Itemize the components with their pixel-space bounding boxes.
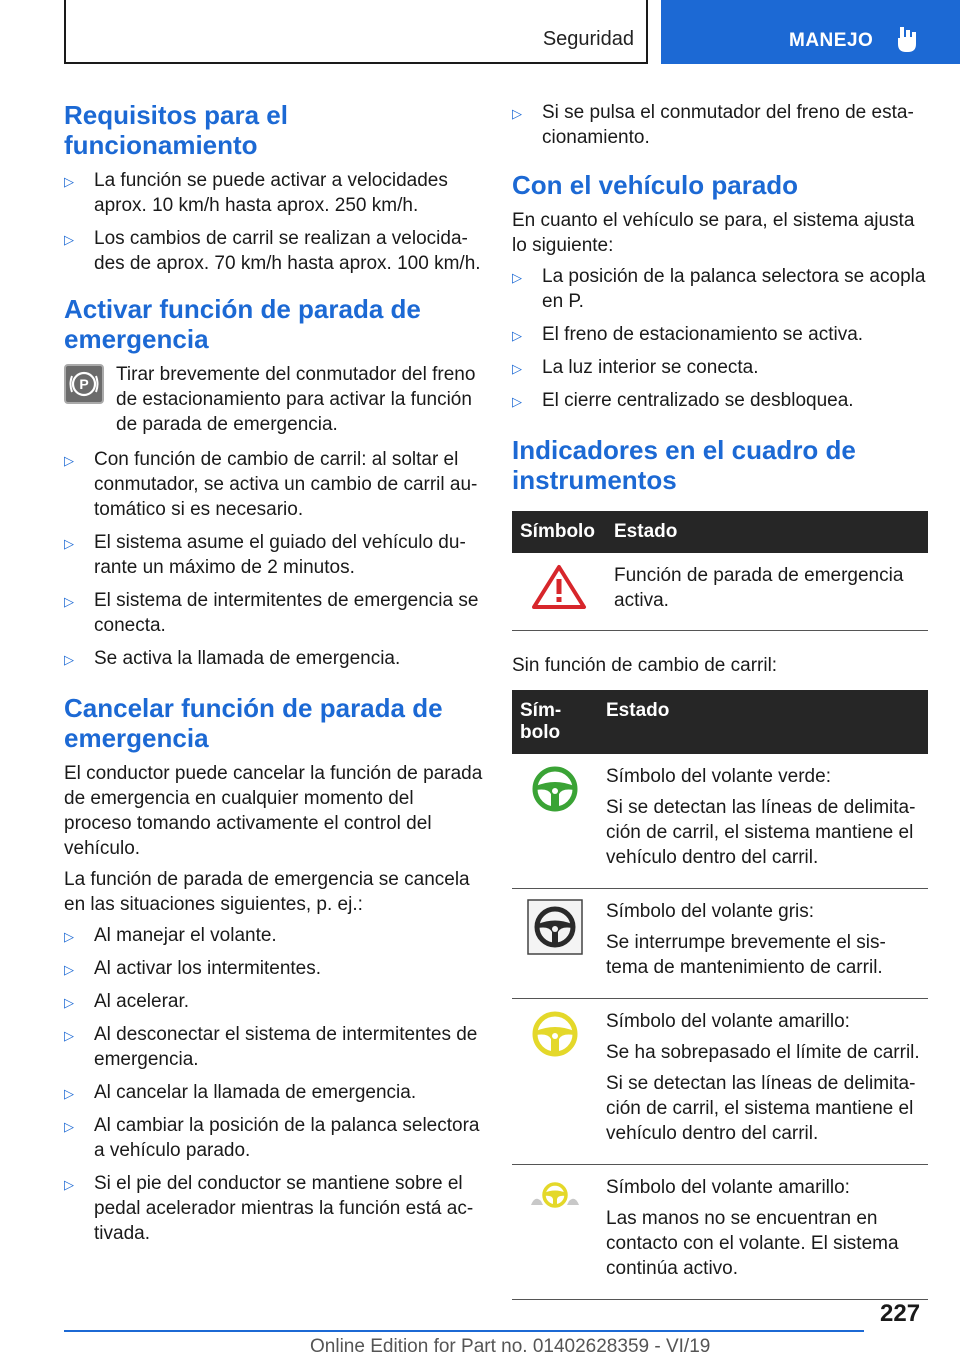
table-header-symbol: Símbolo bbox=[512, 690, 598, 754]
table-header-state: Estado bbox=[598, 690, 928, 754]
table-row bbox=[512, 754, 928, 889]
list-item: ▷ El freno de estacionamiento se activa. bbox=[512, 322, 928, 347]
steering-hand-icon bbox=[894, 24, 920, 54]
list-item: ▷ Se activa la llamada de emergencia. bbox=[64, 646, 484, 671]
triangle-bullet-icon: ▷ bbox=[64, 1086, 74, 1101]
section-title-activate: Activar función de parada de emergencia bbox=[64, 294, 421, 354]
symbol-cell bbox=[512, 889, 598, 999]
list-item: ▷ Al acelerar. bbox=[64, 989, 484, 1014]
warning-triangle-icon bbox=[531, 563, 587, 611]
triangle-bullet-icon: ▷ bbox=[64, 995, 74, 1010]
triangle-bullet-icon: ▷ bbox=[64, 453, 74, 468]
state-cell: Símbolo del volante amarillo: Se ha sobrepasado el límite de carril. Si se detectan las líneas de delimitación de carril, el sistema mantiene el vehículo dentro del carril. bbox=[598, 999, 928, 1165]
requirements-list bbox=[64, 168, 484, 276]
section-title-stopped: Con el vehículo parado bbox=[512, 170, 799, 200]
triangle-bullet-icon: ▷ bbox=[64, 652, 74, 667]
stopped-list bbox=[512, 264, 928, 413]
parking-brake-instruction bbox=[64, 362, 484, 437]
footer-divider bbox=[64, 1330, 864, 1332]
list-item: ▷ La posición de la palanca selectora se acopla en P. bbox=[512, 266, 926, 312]
triangle-bullet-icon: ▷ bbox=[64, 174, 74, 189]
list-item: ▷ Al desconectar el sistema de intermitentes de emergencia. bbox=[64, 1024, 478, 1070]
header-section-box bbox=[64, 0, 648, 64]
triangle-bullet-icon: ▷ bbox=[64, 594, 74, 609]
symbol-cell bbox=[512, 1165, 598, 1300]
continued-list bbox=[512, 100, 928, 150]
footer-edition: Online Edition for Part no. 01402628359 - VI/19 bbox=[310, 1336, 711, 1357]
table-header-state: Estado bbox=[606, 511, 928, 553]
list-item: ▷ Si el pie del conductor se mantiene sobre el pedal acelerador mientras la función está activada. bbox=[64, 1173, 474, 1244]
page-number: 227 bbox=[880, 1300, 921, 1327]
state-cell: Símbolo del volante amarillo: Las manos no se encuentran en contacto con el volante. El sistema continúa activo. bbox=[598, 1165, 928, 1300]
cancel-paragraph-2: La función de parada de emergencia se cancela en las situaciones siguientes, p. ej.: bbox=[64, 869, 470, 915]
list-item: ▷ Con función de cambio de carril: al soltar el conmutador, se activa un cambio de carril automático si es necesario. bbox=[64, 449, 478, 520]
section-title-requirements: Requisitos para el funcionamiento bbox=[64, 100, 288, 160]
triangle-bullet-icon: ▷ bbox=[512, 394, 522, 409]
indicator-table-1 bbox=[512, 511, 928, 631]
list-item: ▷ El sistema de intermitentes de emergencia se conecta. bbox=[64, 590, 479, 636]
hands-off-wheel-yellow-icon bbox=[527, 1175, 583, 1215]
steering-wheel-yellow-icon bbox=[530, 1009, 580, 1059]
left-column bbox=[64, 100, 484, 1254]
triangle-bullet-icon: ▷ bbox=[64, 1028, 74, 1043]
table-row bbox=[512, 889, 928, 999]
header-chapter-title: MANEJO bbox=[789, 30, 874, 51]
list-item: ▷ El sistema asume el guiado del vehículo durante un máximo de 2 minutos. bbox=[64, 532, 466, 578]
symbol-cell bbox=[512, 553, 606, 631]
list-item: ▷ Si se pulsa el conmutador del freno de estacionamiento. bbox=[512, 102, 914, 148]
section-title-cancel: Cancelar función de parada de emergencia bbox=[64, 693, 443, 753]
triangle-bullet-icon: ▷ bbox=[512, 270, 522, 285]
list-item: ▷ Al activar los intermitentes. bbox=[64, 956, 484, 981]
list-item: ▷ Los cambios de carril se realizan a velocidades de aprox. 70 km/h hasta aprox. 100 km/h. bbox=[64, 228, 481, 274]
steering-wheel-green-icon bbox=[530, 764, 580, 814]
list-item: ▷ Al cancelar la llamada de emergencia. bbox=[64, 1080, 484, 1105]
symbol-cell bbox=[512, 754, 598, 889]
triangle-bullet-icon: ▷ bbox=[64, 1119, 74, 1134]
state-cell: Símbolo del volante gris: Se interrumpe brevemente el sistema de mantenimiento de carril. bbox=[598, 889, 928, 999]
header-chapter-tab[interactable] bbox=[661, 0, 960, 64]
triangle-bullet-icon: ▷ bbox=[64, 962, 74, 977]
table-2-caption: Sin función de cambio de carril: bbox=[512, 655, 778, 676]
parking-brake-icon bbox=[64, 364, 104, 404]
triangle-bullet-icon: ▷ bbox=[64, 232, 74, 247]
triangle-bullet-icon: ▷ bbox=[512, 106, 522, 121]
triangle-bullet-icon: ▷ bbox=[64, 536, 74, 551]
cancel-paragraph-1: El conductor puede cancelar la función de parada de emergencia en cualquier momento del proceso tomando activamente el control del vehículo. bbox=[64, 763, 483, 859]
steering-wheel-gray-icon bbox=[527, 899, 583, 955]
svg-text:P: P bbox=[79, 376, 89, 392]
list-item: ▷ Al manejar el volante. bbox=[64, 923, 484, 948]
list-item: ▷ La luz interior se conecta. bbox=[512, 355, 928, 380]
table-row bbox=[512, 1165, 928, 1300]
activate-intro: Tirar brevemente del conmutador del freno de estacionamiento para activar la función de parada de emergencia. bbox=[116, 364, 476, 435]
triangle-bullet-icon: ▷ bbox=[64, 929, 74, 944]
list-item: ▷ La función se puede activar a velocidades aprox. 10 km/h hasta aprox. 250 km/h. bbox=[64, 170, 448, 216]
table-row bbox=[512, 553, 928, 631]
triangle-bullet-icon: ▷ bbox=[64, 1177, 74, 1192]
state-cell: Función de parada de emergencia activa. bbox=[606, 553, 928, 631]
indicator-table-2 bbox=[512, 690, 928, 1300]
table-row bbox=[512, 999, 928, 1165]
header-section-title: Seguridad bbox=[542, 28, 634, 50]
activate-list bbox=[64, 447, 484, 671]
table-header-symbol: Símbolo bbox=[512, 511, 606, 553]
list-item: ▷ El cierre centralizado se desbloquea. bbox=[512, 388, 928, 413]
cancel-list bbox=[64, 923, 484, 1246]
list-item: ▷ Al cambiar la posición de la palanca selectora a vehículo parado. bbox=[64, 1115, 480, 1161]
symbol-cell bbox=[512, 999, 598, 1165]
stopped-intro: En cuanto el vehículo se para, el sistema ajusta lo siguiente: bbox=[512, 210, 915, 256]
triangle-bullet-icon: ▷ bbox=[512, 361, 522, 376]
triangle-bullet-icon: ▷ bbox=[512, 328, 522, 343]
state-cell: Símbolo del volante verde: Si se detectan las líneas de delimitación de carril, el sistema mantiene el vehículo dentro del carril. bbox=[598, 754, 928, 889]
section-title-indicators: Indicadores en el cuadro de instrumentos bbox=[512, 435, 856, 495]
right-column bbox=[512, 100, 928, 1314]
